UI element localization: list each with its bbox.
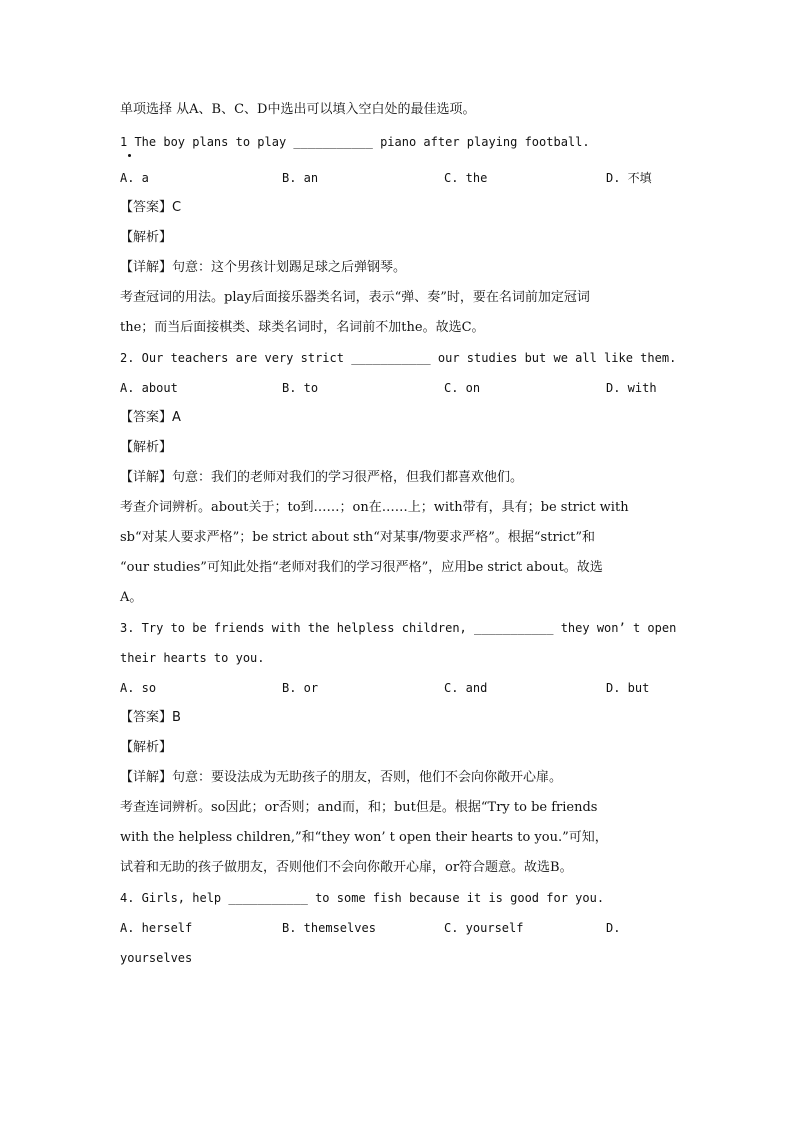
question-1-answer: 【答案】C <box>120 200 182 215</box>
option-c: C. on <box>444 381 481 395</box>
option-b: B. to <box>282 381 319 395</box>
question-4-option-d-text: yourselves <box>120 951 193 965</box>
question-1-stem: 1 The boy plans to play ___________ piano after playing football. <box>120 135 590 149</box>
question-2-detail-line: A。 <box>120 590 143 605</box>
question-3-detail-line: 考查连词辨析。so因此；or否则；and而，和；but但是。根据“Try to be friends <box>120 800 598 815</box>
dot-mark <box>128 154 131 157</box>
question-3-stem-continued: their hearts to you. <box>120 651 265 665</box>
document-page <box>120 100 680 968</box>
option-c: C. yourself <box>444 921 524 935</box>
question-3-detail-line: with the helpless children,”和“they won’ t open their hearts to you.”可知， <box>120 830 608 845</box>
question-2-analysis-label: 【解析】 <box>120 440 173 455</box>
option-a: A. a <box>120 171 149 185</box>
question-1-detail-line: 【详解】句意：这个男孩计划踢足球之后弹钢琴。 <box>120 260 407 275</box>
option-b: B. or <box>282 681 319 695</box>
instruction: 单项选择 从A、B、C、D中选出可以填入空白处的最佳选项。 <box>120 102 476 117</box>
question-3-stem: 3. Try to be friends with the helpless children, ___________ they won’ t open <box>120 621 677 635</box>
question-1-analysis-label: 【解析】 <box>120 230 173 245</box>
question-4-options <box>120 918 680 938</box>
question-1-options <box>120 168 680 188</box>
question-3-answer: 【答案】B <box>120 710 181 725</box>
question-2-stem: 2. Our teachers are very strict ___________ our studies but we all like them. <box>120 351 677 365</box>
question-4-stem: 4. Girls, help ___________ to some fish because it is good for you. <box>120 891 605 905</box>
question-3-analysis-label: 【解析】 <box>120 740 173 755</box>
option-a: A. herself <box>120 921 193 935</box>
question-3-options <box>120 678 680 698</box>
question-3-detail-line: 【详解】句意：要设法成为无助孩子的朋友，否则，他们不会向你敞开心扉。 <box>120 770 563 785</box>
option-d: D. 不填 <box>606 171 652 185</box>
question-2-detail-line: 考查介词辨析。about关于；to到……；on在……上；with带有，具有；be strict with <box>120 500 629 515</box>
option-c: C. the <box>444 171 488 185</box>
option-d: D. with <box>606 381 657 395</box>
question-2-detail-line: “our studies”可知此处指“老师对我们的学习很严格”，应用be strict about。故选 <box>120 560 603 575</box>
question-2-options <box>120 378 680 398</box>
option-c: C. and <box>444 681 488 695</box>
option-a: A. about <box>120 381 178 395</box>
question-3-detail-line: 试着和无助的孩子做朋友，否则他们不会向你敞开心扉，or符合题意。故选B。 <box>120 860 573 875</box>
option-d: D. <box>606 921 621 935</box>
option-b: B. themselves <box>282 921 376 935</box>
question-1-detail-line: the；而当后面接棋类、球类名词时，名词前不加the。故选C。 <box>120 320 485 335</box>
option-a: A. so <box>120 681 157 695</box>
question-2-detail-line: 【详解】句意：我们的老师对我们的学习很严格，但我们都喜欢他们。 <box>120 470 524 485</box>
question-1-detail-line: 考查冠词的用法。play后面接乐器类名词，表示“弹、奏”时，要在名词前加定冠词 <box>120 290 590 305</box>
question-2-answer: 【答案】A <box>120 410 181 425</box>
option-b: B. an <box>282 171 319 185</box>
question-2-detail-line: sb“对某人要求严格”；be strict about sth“对某事/物要求严格”。根据“strict”和 <box>120 530 595 545</box>
option-d: D. but <box>606 681 650 695</box>
